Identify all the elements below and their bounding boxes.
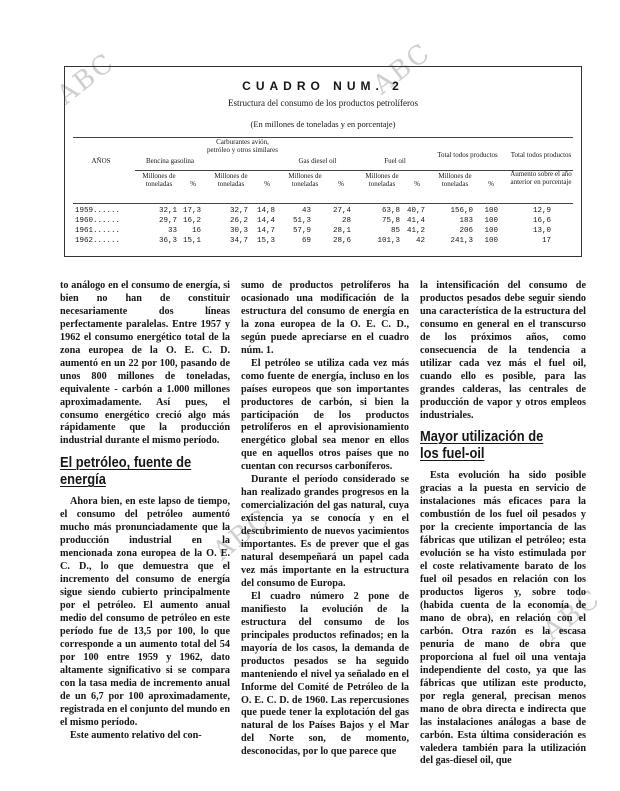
value-cell: 33 — [167, 227, 177, 235]
value-cell: 32,7 — [229, 207, 248, 215]
watermark: ABC — [51, 47, 121, 111]
watermark: ABC — [367, 37, 437, 101]
value-cell: 32,1 — [158, 207, 177, 215]
header-total: Total todos productos — [437, 151, 498, 159]
value-cell: 13,0 — [532, 227, 551, 235]
value-cell: 34,7 — [229, 237, 248, 245]
value-cell: 100 — [484, 227, 498, 235]
value-cell: 156,0 — [450, 207, 473, 215]
table-row — [65, 237, 581, 247]
value-cell: 100 — [484, 207, 498, 215]
text-column-1 — [60, 280, 230, 743]
paragraph: to análogo en el consumo de energía, si bien no han de constituir necesariamente dos líneas perfectamente paralelas. Entre 1957 y 1962 el consumo energético total de la zona europea de la O. E. C. D. aumentó en un 22 por 100, pasando de unos 800 millones de toneladas, equivalente - carbón a 1.000 millones aproximadamente. Así pues, el consumo energético creció algo más rápidamente que la producción industrial durante el mismo período. — [60, 280, 230, 447]
value-cell: 12,9 — [532, 207, 551, 215]
text-column-3 — [420, 280, 586, 768]
value-cell: 28 — [341, 217, 351, 225]
header-fueloil: Fuel oil — [384, 157, 406, 165]
value-cell: 42 — [415, 237, 425, 245]
subheader-pct: % — [190, 180, 196, 188]
value-cell: 41,2 — [406, 227, 425, 235]
value-cell: 14,4 — [256, 217, 275, 225]
subheader-pct: % — [414, 180, 420, 188]
header-year: AÑOS — [91, 157, 111, 165]
subheader-increase: Aumento sobre el año anterior en porcentaje — [510, 170, 572, 186]
value-cell: 17 — [541, 237, 551, 245]
paragraph: Durante el período considerado se han realizado grandes progresos en la comercialización del gas natural, cuya existencia ya se conocía y en el descubrimiento de nuevos yacimientos importantes. Es de prever que el gas natural desempeñará un papel cada vez más importante en la estructura del consumo de Europa. — [241, 474, 409, 589]
year-cell: 1959...... — [75, 207, 121, 215]
value-cell: 17,3 — [182, 207, 201, 215]
watermark: ABC — [207, 503, 277, 567]
value-cell: 206 — [459, 227, 473, 235]
value-cell: 69 — [301, 237, 311, 245]
subheader-pct: % — [488, 180, 494, 188]
value-cell: 16 — [191, 227, 201, 235]
value-cell: 85 — [390, 227, 400, 235]
section-heading: Mayor utilización de los fuel-oil — [420, 428, 544, 463]
value-cell: 16,2 — [182, 217, 201, 225]
value-cell: 41,4 — [406, 217, 425, 225]
subheader-mt: Millones de toneladas — [438, 172, 472, 188]
value-cell: 16,6 — [532, 217, 551, 225]
section-heading: El petróleo, fuente de energía — [60, 454, 192, 489]
value-cell: 28,6 — [332, 237, 351, 245]
value-cell: 183 — [459, 217, 473, 225]
value-cell: 51,3 — [292, 217, 311, 225]
value-cell: 14,8 — [256, 207, 275, 215]
header-kerosene: Carburantes avión, petróleo y otros similares — [207, 138, 278, 154]
value-cell: 100 — [484, 217, 498, 225]
table-row — [65, 207, 581, 217]
paragraph: El petróleo se utiliza cada vez más como fuente de energía, incluso en los países europeos que son importantes productores de carbón, si bien la participación de los productos petrolíferos en el aprovisionamiento energético global sea menor en ellos que en aquellos otros países que no cuentan con recursos carboníferos. — [241, 357, 409, 473]
value-cell: 28,1 — [332, 227, 351, 235]
value-cell: 26,2 — [229, 217, 248, 225]
subheader-mt: Millones de toneladas — [288, 172, 322, 188]
watermark: ABC — [537, 583, 607, 647]
value-cell: 75,8 — [381, 217, 400, 225]
paragraph: Ahora bien, en este lapso de tiempo, el consumo del petróleo aumentó mucho más pronunciadamente que la producción industrial en la mencionada zona europea de la O. E. C. D., lo que demuestra que el incremento del consumo de energía sigue siendo cubierto principalmente por el petróleo. El aumento anual medio del consumo de petróleo en este período fue de 13,5 por 100, lo que corresponde a un aumento total del 54 por 100 entre 1959 y 1962, dato altamente significativo si se compara con la tasa media de incremento anual de un 6,7 por 100 aproximadamente, registrada en el conjunto del mundo en el mismo período. — [60, 496, 230, 728]
value-cell: 27,4 — [332, 207, 351, 215]
text-column-2 — [241, 280, 409, 759]
paragraph: sumo de productos petrolíferos ha ocasionado una modificación de la estructura del consumo de energía en la zona europea de la O. E. C. D., según puede apreciarse en el cuadro núm. 1. — [241, 280, 409, 356]
year-cell: 1961...... — [75, 227, 121, 235]
year-cell: 1960...... — [75, 217, 121, 225]
subheader-mt: Millones de toneladas — [142, 172, 176, 188]
value-cell: 29,7 — [158, 217, 177, 225]
value-cell: 241,3 — [450, 237, 473, 245]
paragraph: El cuadro número 2 pone de manifiesto la evolución de la estructura del consumo de los principales productos refinados; en la mayoría de los casos, la demanda de productos pesados se ha seguido manteniendo el nivel ya señalado en el Informe del Comité de Petróleo de la O. E. C. D. de 1960. Las repercusiones que puede tener la explotación del gas natural de los Países Bajos y el Mar del Norte son, de momento, desconocidas, por lo que parece que — [241, 590, 409, 758]
table-rule — [73, 137, 573, 138]
value-cell: 57,9 — [292, 227, 311, 235]
value-cell: 36,3 — [158, 237, 177, 245]
header-total-all: Total todos productos — [510, 151, 572, 159]
subheader-mt: Millones de toneladas — [365, 172, 399, 188]
table-row — [65, 227, 581, 237]
subheader-mt: Millones de toneladas — [214, 172, 248, 188]
paragraph: Esta evolución ha sido posible gracias a la puesta en servicio de instalaciones más eficaces para la combustión de los fuel oil pesados y por la creciente importancia de las fábricas que utilizan el petróleo; esta evolución se ha visto estimulada por el coste relativamente barato de los fuel oil pesados en relación con los productos ligeros y, sobre todo (habida cuenta de la economía de mano de obra), en relación con el carbón. Otra razón es la escasa penuria de mano de obra que proporciona al fuel oil una ventaja independiente del costo, ya que las fábricas que utilizan este producto, por regla general, precisan menos mano de obra directa e indirecta que las instalaciones análogas a base de carbón. Esta última consideración es valedera también para la utilización del gas-diesel oil, que — [420, 470, 586, 767]
value-cell: 43 — [301, 207, 311, 215]
paragraph: Este aumento relativo del con- — [70, 729, 202, 741]
value-cell: 15,3 — [256, 237, 275, 245]
header-gasoil: Gas diesel oil — [298, 157, 337, 165]
table-unit-note: (En millones de toneladas y en porcentaje) — [250, 119, 396, 129]
value-cell: 40,7 — [406, 207, 425, 215]
year-cell: 1962...... — [75, 237, 121, 245]
table-rule — [73, 203, 573, 204]
statistics-table — [64, 66, 582, 257]
value-cell: 100 — [484, 237, 498, 245]
value-cell: 63,8 — [381, 207, 400, 215]
subheader-pct: % — [264, 180, 270, 188]
table-subtitle: Estructura del consumo de los productos petrolíferos — [228, 98, 418, 108]
value-cell: 101,3 — [377, 237, 400, 245]
value-cell: 14,7 — [256, 227, 275, 235]
paragraph: la intensificación del consumo de productos pesados debe seguir siendo una característica de la estructura del consumo en general en el transcurso de los próximos años, como consecuencia de la tendencia a utilizar cada vez más el fuel oil, cuando ello es posible, para las grandes calderas, las centrales de producción de vapor y otros empleos industriales. — [420, 280, 586, 421]
table-row — [65, 217, 581, 227]
value-cell: 30,3 — [229, 227, 248, 235]
value-cell: 15,1 — [182, 237, 201, 245]
subheader-pct: % — [338, 180, 344, 188]
header-gasoline: Bencina gasolina — [145, 157, 194, 165]
table-title: CUADRO NUM. 2 — [242, 79, 404, 93]
